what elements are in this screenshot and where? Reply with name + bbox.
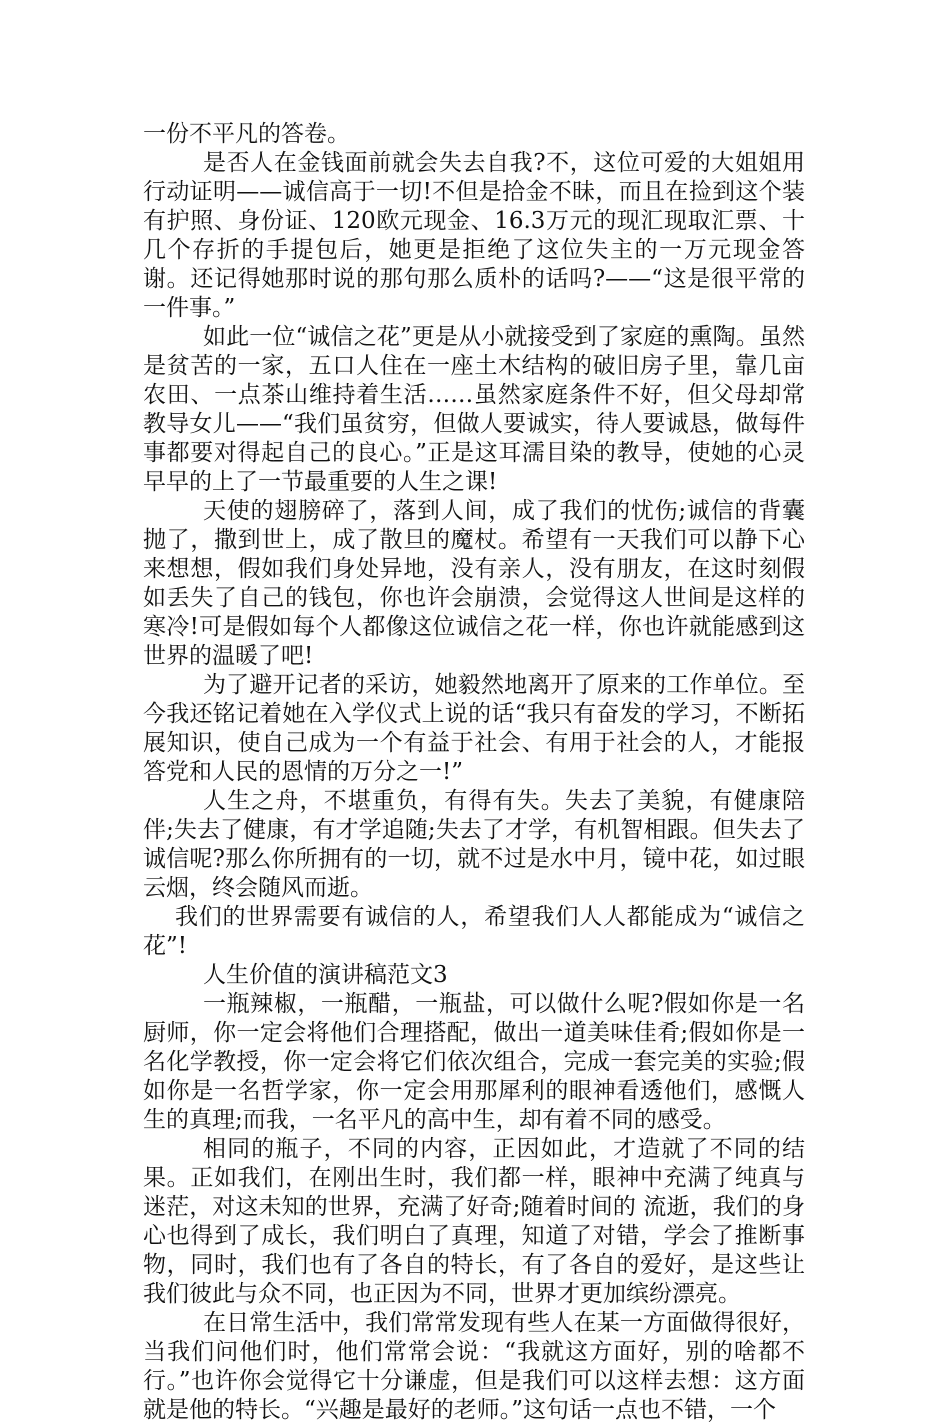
- section-heading: 人生价值的演讲稿范文3: [203, 962, 448, 988]
- paragraph: 天使的翅膀碎了，落到人间，成了我们的忧伤;诚信的背囊抛了，撒到世上，成了散旦的魔杖。希望有一天我们可以静下心来想想，假如我们身处异地，没有亲人，没有朋友，在这时刻假如丢失了自己的钱包，你也许会崩溃，会觉得这人世间是这样的寒冷!可是假如每个人都像这位诚信之花一样，你也许就能感到这世界的温暖了吧!: [143, 498, 805, 669]
- paragraph-continuation: 一份不平凡的答卷。: [143, 121, 350, 147]
- paragraph: 一瓶辣椒，一瓶醋，一瓶盐，可以做什么呢?假如你是一名厨师，你一定会将他们合理搭配，做出一道美味佳肴;假如你是一名化学教授，你一定会将它们依次组合，完成一套完美的实验;假如你是一名哲学家，你一定会用那犀利的眼神看透他们，感慨人生的真理;而我，一名平凡的高中生，却有着不同的感受。: [143, 991, 805, 1133]
- paragraph: 为了避开记者的采访，她毅然地离开了原来的工作单位。至今我还铭记着她在入学仪式上说的话“我只有奋发的学习，不断拓展知识，使自己成为一个有益于社会、有用于社会的人，才能报答党和人民的恩情的万分之一!”: [143, 672, 805, 785]
- paragraph: 人生之舟，不堪重负，有得有失。失去了美貌，有健康陪伴;失去了健康，有才学追随;失去了才学，有机智相跟。但失去了诚信呢?那么你所拥有的一切，就不过是水中月，镜中花，如过眼云烟，终会随风而逝。: [143, 788, 805, 901]
- paragraph: 我们的世界需要有诚信的人，希望我们人人都能成为“诚信之花”!: [143, 904, 805, 959]
- paragraph: 相同的瓶子，不同的内容，正因如此，才造就了不同的结果。正如我们，在刚出生时，我们都一样，眼神中充满了纯真与迷茫，对这未知的世界，充满了好奇;随着时间的 流逝，我们的身心也得到了成长，我们明白了真理，知道了对错，学会了推断事物，同时，我们也有了各自的特长，有了各自的爱好，是这些让我们彼此与众不同，也正因为不同，世界才更加缤纷漂亮。: [143, 1136, 805, 1307]
- document-body: [143, 120, 805, 1425]
- paragraph: 在日常生活中，我们常常发现有些人在某一方面做得很好，当我们问他们时，他们常常会说：“我就这方面好，别的啥都不行。”也许你会觉得它十分谦虚，但是我们可以这样去想：这方面就是他的特长。“兴趣是最好的老师。”这句话一点也不错，一个: [143, 1310, 805, 1423]
- paragraph: 如此一位“诚信之花”更是从小就接受到了家庭的熏陶。虽然是贫苦的一家，五口人住在一座土木结构的破旧房子里，靠几亩农田、一点茶山维持着生活……虽然家庭条件不好，但父母却常教导女儿——“我们虽贫穷，但做人要诚实，待人要诚恳，做每件事都要对得起自己的良心。”正是这耳濡目染的教导，使她的心灵早早的上了一节最重要的人生之课!: [143, 324, 805, 495]
- paragraph: 是否人在金钱面前就会失去自我?不，这位可爱的大姐姐用行动证明——诚信高于一切!不但是拾金不昧，而且在捡到这个装有护照、身份证、120欧元现金、16.3万元的现汇现取汇票、十几个存折的手提包后，她更是拒绝了这位失主的一万元现金答谢。还记得她那时说的那句那么质朴的话吗?——“这是很平常的一件事。”: [143, 150, 805, 321]
